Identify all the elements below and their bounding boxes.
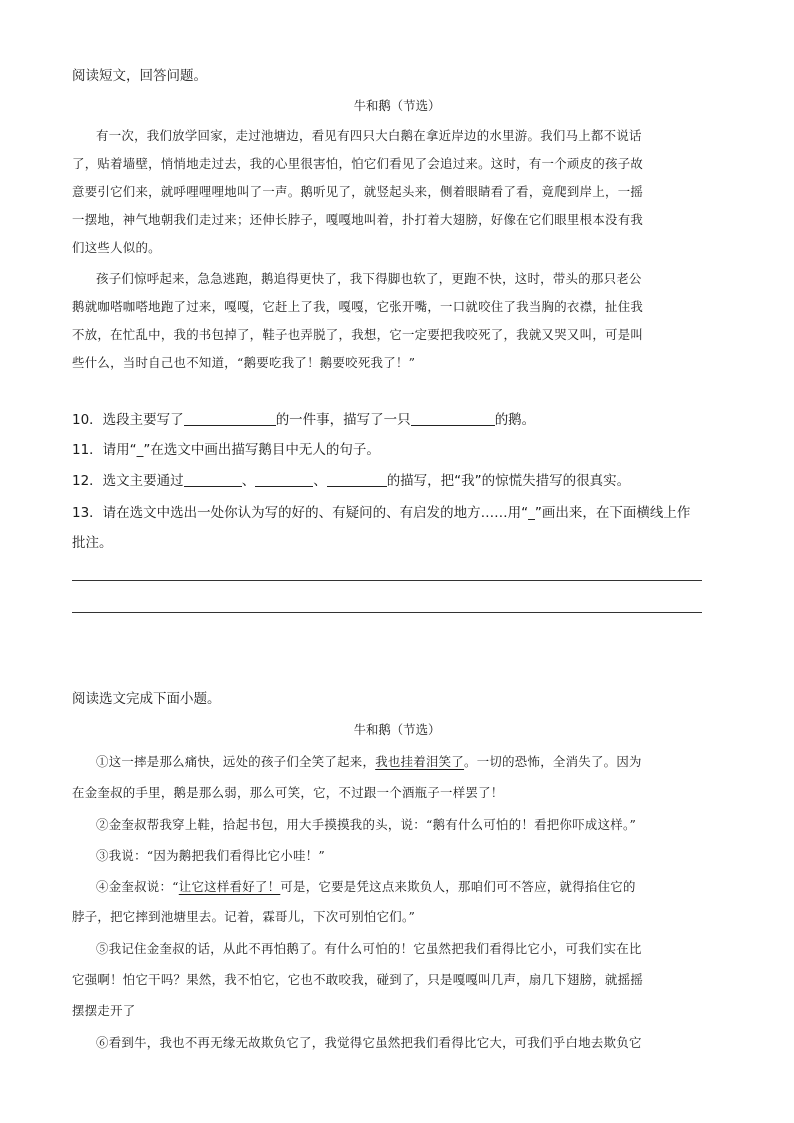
s2-p2: ②金奎叔帮我穿上鞋，拾起书包，用大手摸摸我的头，说：“鹅有什么可怕的！看把你吓成这样。”: [96, 817, 637, 832]
s1-p2-line4: 些什么，当时自己也不知道，“鹅要吃我了！鹅要咬死我了！”: [72, 355, 416, 370]
question-12: [72, 471, 630, 491]
s2-p3: ③我说：“因为鹅把我们看得比它小哇！”: [96, 848, 326, 863]
s2-p1-text-a: ①这一摔是那么痛快，远处的孩子们全笑了起来，: [96, 754, 376, 769]
s2-p1-line2: 在金奎叔的手里，鹅是那么弱，那么可笑，它，不过跟一个酒瓶子一样罢了！: [72, 785, 504, 800]
q12-sep-2: 、: [313, 473, 327, 489]
question-13-line2: 批注。: [72, 535, 113, 551]
answer-line-2[interactable]: [72, 612, 702, 613]
q10-blank-1[interactable]: [184, 411, 276, 426]
s2-p5-line2: 它强啊！怕它干吗？果然，我不怕它，它也不敢咬我，碰到了，只是嘎嘎叫几声，扇几下翅膀，就摇摇: [72, 972, 644, 987]
s2-p4-text-b: 可是，它要是凭这点来欺负人，那咱们可不答应，就得掐住它的: [280, 879, 636, 894]
s1-p1-line5: 们这些人似的。: [72, 240, 161, 255]
s1-p1-line1: 有一次，我们放学回家，走过池塘边，看见有四只大白鹅在拿近岸边的水里游。我们马上都不说话: [96, 128, 642, 143]
q10-text-b: 的一件事，描写了一只: [275, 412, 411, 428]
s1-p1-line4: 一摆地，神气地朝我们走过来；还伸长脖子，嘎嘎地叫着，扑打着大翅膀，好像在它们眼里根本没有我: [72, 212, 644, 227]
s2-p6-line1: ⑥看到牛，我也不再无缘无故欺负它了，我觉得它虽然把我们看得比它大，可我们乎白地去欺负它: [96, 1035, 642, 1050]
s2-p1-line1: [96, 752, 642, 772]
s2-p4-underlined: 让它这样看好了！: [178, 879, 281, 894]
s2-p5-line3: 摆摆走开了: [72, 1003, 136, 1018]
s2-p1-text-b: 。一切的恐怖，全消失了。因为: [464, 754, 642, 769]
q12-blank-3[interactable]: [327, 472, 387, 487]
s1-p1-line3: 意要引它们来，就呼哩哩哩地叫了一声。鹅听见了，就竖起头来，侧着眼睛看了看，竟爬到岸上，一摇: [72, 184, 644, 199]
q10-text-a: 10．选段主要写了: [72, 412, 184, 428]
passage-title-1: 牛和鹅（节选）: [353, 98, 441, 113]
q12-text-b: 的描写，把“我”的惊慌失措写的很真实。: [386, 473, 631, 489]
s2-p4-line2: 脖子，把它摔到池塘里去。记着，霖哥儿，下次可别怕它们。”: [72, 909, 416, 924]
passage-title-2: 牛和鹅（节选）: [353, 722, 441, 737]
s2-p1-underlined: 我也挂着泪笑了: [375, 754, 465, 769]
q10-text-c: 的鹅。: [494, 412, 536, 428]
s2-p4-line1: [96, 877, 636, 897]
q12-sep-1: 、: [241, 473, 256, 489]
s2-p4-text-a: ④金奎叔说：“: [96, 879, 179, 894]
answer-line-1[interactable]: [72, 580, 702, 581]
instruction-2: 阅读选文完成下面小题。: [72, 691, 221, 707]
question-13-line1: 13．请在选文中选出一处你认为写的好的、有疑问的、有启发的地方……用“_”画出来，在下面横线上作: [72, 505, 691, 521]
question-11: 11．请用“_”在选文中画出描写鹅目中无人的句子。: [72, 442, 380, 458]
s1-p2-line1: 孩子们惊呼起来，急急逃跑，鹅追得更快了，我下得脚也软了，更跑不快，这时，带头的那只老公: [96, 271, 642, 286]
s2-p5-line1: ⑤我记住金奎叔的话，从此不再怕鹅了。有什么可怕的！它虽然把我们看得比它小，可我们实在比: [96, 941, 642, 956]
s1-p2-line2: 鹅就咖嗒咖嗒地跑了过来，嘎嘎，它赶上了我，嘎嘎，它张开嘴，一口就咬住了我当胸的衣襟，扯住我: [72, 299, 644, 314]
s1-p1-line2: 了，贴着墙壁，悄悄地走过去，我的心里很害怕，怕它们看见了会追过来。这时，有一个顽皮的孩子故: [72, 156, 644, 171]
question-10: [72, 410, 535, 430]
q12-text-a: 12．选文主要通过: [72, 473, 184, 489]
q10-blank-2[interactable]: [411, 411, 495, 426]
instruction-1: 阅读短文，回答问题。: [72, 68, 207, 84]
q12-blank-1[interactable]: [184, 472, 242, 487]
s1-p2-line3: 不放，在忙乱中，我的书包掉了，鞋子也弄脱了，我想，它一定要把我咬死了，我就又哭又叫，可是叫: [72, 327, 644, 342]
q12-blank-2[interactable]: [255, 472, 313, 487]
